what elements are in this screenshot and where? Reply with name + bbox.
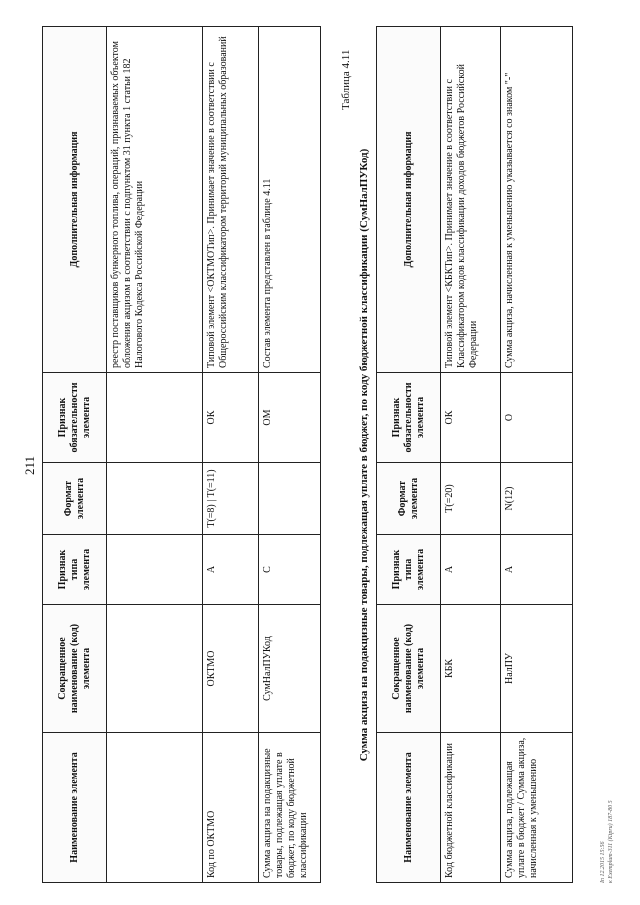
cell: ОМ [259, 373, 321, 463]
cell [259, 463, 321, 535]
cell: A [203, 535, 259, 605]
cell: Состав элемента представлен в таблице 4.11 [259, 27, 321, 373]
cell: Сумма акциза, подлежащая уплате в бюджет / Сумма акциза, начисленная к уменьшению [501, 733, 573, 883]
table-label: Таблица 4.11 [340, 49, 352, 110]
header-cell: Признак обязательности элемента [377, 373, 441, 463]
header-cell: Наименование элемента [377, 733, 441, 883]
table-header-row [43, 27, 107, 883]
table-row [203, 27, 259, 883]
stamp-line: к Exemplum-311 (Ktpru) 187-80 5 [607, 800, 614, 883]
table-header-row [377, 27, 441, 883]
header-cell: Сокращенное наименование (код) элемента [377, 605, 441, 733]
cell: T(=20) [441, 463, 501, 535]
table-row [441, 27, 501, 883]
cell: T(=8) | T(=11) [203, 463, 259, 535]
cell: Типовой элемент <КБКТип>. Принимает значение в соответствии с Классификатором кодов классификации доходов бюджетов Российской Федерации [441, 27, 501, 373]
table-title: Сумма акциза на подакцизные товары, подлежащая уплате в бюджет, по коду бюджетной классификации (СумНалПУКод) [358, 148, 370, 762]
header-cell: Наименование элемента [43, 733, 107, 883]
cell: A [441, 535, 501, 605]
cell: ОК [441, 373, 501, 463]
cell: НалПУ [501, 605, 573, 733]
cell: Сумма акциза на подакцизные товары, подлежащая уплате в бюджет, по коду бюджетной классификации [259, 733, 321, 883]
table-row [107, 27, 203, 883]
cell: Код бюджетной классификации [441, 733, 501, 883]
header-cell: Дополнительная информация [377, 27, 441, 373]
header-cell: Формат элемента [377, 463, 441, 535]
cell: С [259, 535, 321, 605]
page-number: 211 [22, 455, 37, 475]
cell: О [501, 373, 573, 463]
header-cell: Сокращенное наименование (код) элемента [43, 605, 107, 733]
header-cell: Формат элемента [43, 463, 107, 535]
cell: ОКТМО [203, 605, 259, 733]
cell: Сумма акциза, начисленная к уменьшению указывается со знаком "-" [501, 27, 573, 373]
cell: N(12) [501, 463, 573, 535]
header-cell: Признак типа элемента [43, 535, 107, 605]
table-4-11 [376, 26, 573, 883]
cell [107, 535, 203, 605]
cell: КБК [441, 605, 501, 733]
cell: СумНалПУКод [259, 605, 321, 733]
print-stamp [600, 800, 615, 883]
cell [107, 373, 203, 463]
cell: Типовой элемент <ОКТМОТип>. Принимает значение в соответствии с Общероссийским классификатором территорий муниципальных образований [203, 27, 259, 373]
cell [107, 733, 203, 883]
stamp-line: In 12.2015 15:56 [600, 841, 606, 883]
cell: ОК [203, 373, 259, 463]
cell [107, 463, 203, 535]
header-cell: Признак типа элемента [377, 535, 441, 605]
cell: реестр поставщиков бункерного топлива, операций, признаваемых объектом обложения акцизом в соответствии с подпунктом 31 пункта 1 статьи 182 Налогового Кодекса Российской Федерации [107, 27, 203, 373]
header-cell: Признак обязательности элемента [43, 373, 107, 463]
table-row [501, 27, 573, 883]
header-cell: Дополнительная информация [43, 27, 107, 373]
cell [107, 605, 203, 733]
cell: Код по ОКТМО [203, 733, 259, 883]
table-continuation [42, 26, 321, 883]
table-row [259, 27, 321, 883]
cell: A [501, 535, 573, 605]
